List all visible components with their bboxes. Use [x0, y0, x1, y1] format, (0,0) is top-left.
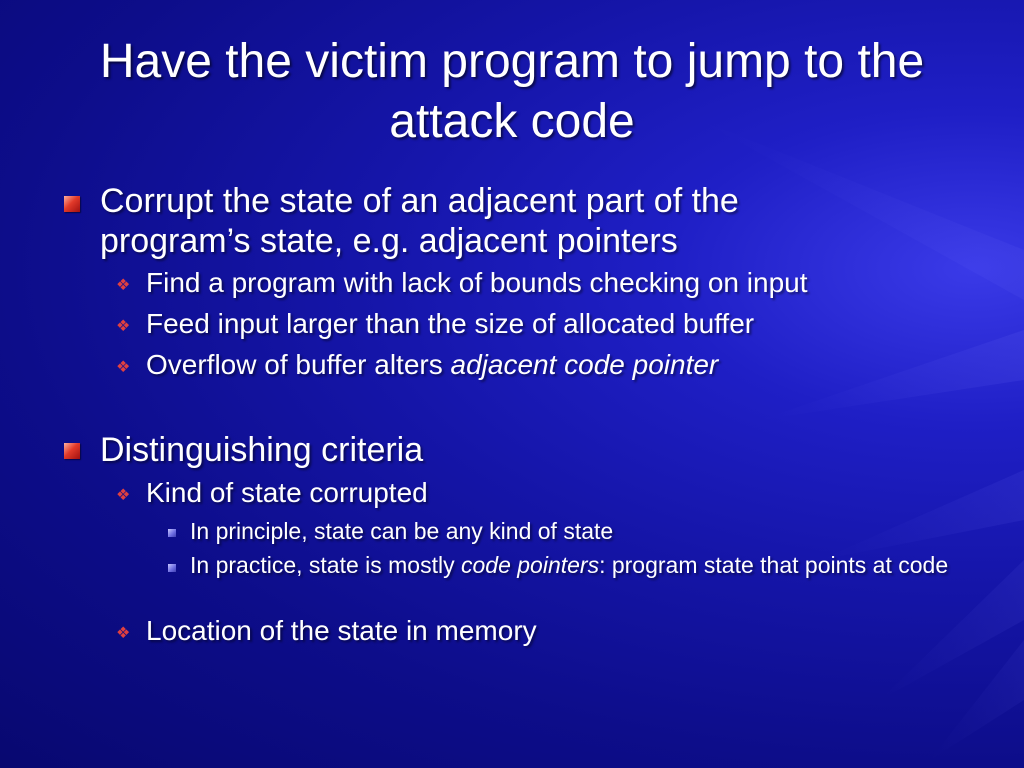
in-practice-italic-text: code pointers	[460, 552, 600, 578]
bullet-overflow-buffer	[146, 348, 1006, 382]
overflow-text: Overflow of buffer alters	[146, 349, 451, 380]
bullet-in-principle: In principle, state can be any kind of state	[190, 518, 614, 544]
in-practice-suffix-text: : program state that points at code	[599, 552, 949, 578]
diamond-bullet-icon: ❖	[116, 359, 131, 376]
small-square-bullet-icon	[168, 564, 176, 572]
bullet-location-of-state: Location of the state in memory	[146, 615, 537, 646]
slide-title: Have the victim program to jump to the attack code	[99, 35, 925, 148]
in-practice-text: In practice, state is mostly	[190, 552, 461, 578]
bullet-corrupt-state: Corrupt the state of an adjacent part of the program’s state, e.g. adjacent pointers	[100, 182, 739, 260]
bullet-distinguishing-criteria: Distinguishing criteria	[100, 431, 424, 469]
bullet-feed-input: Feed input larger than the size of allocated buffer	[146, 308, 755, 339]
small-square-bullet-icon	[168, 529, 176, 537]
diamond-bullet-icon: ❖	[116, 277, 131, 294]
diamond-bullet-icon: ❖	[116, 625, 131, 642]
diamond-bullet-icon: ❖	[116, 487, 131, 504]
diamond-bullet-icon: ❖	[116, 318, 131, 335]
bullet-kind-of-state: Kind of state corrupted	[146, 477, 428, 508]
square-bullet-icon	[64, 196, 80, 212]
bullet-find-program: Find a program with lack of bounds checking on input	[146, 267, 808, 298]
overflow-italic-text: adjacent code pointer	[450, 349, 719, 380]
bullet-in-practice	[190, 552, 990, 579]
square-bullet-icon	[64, 443, 80, 459]
